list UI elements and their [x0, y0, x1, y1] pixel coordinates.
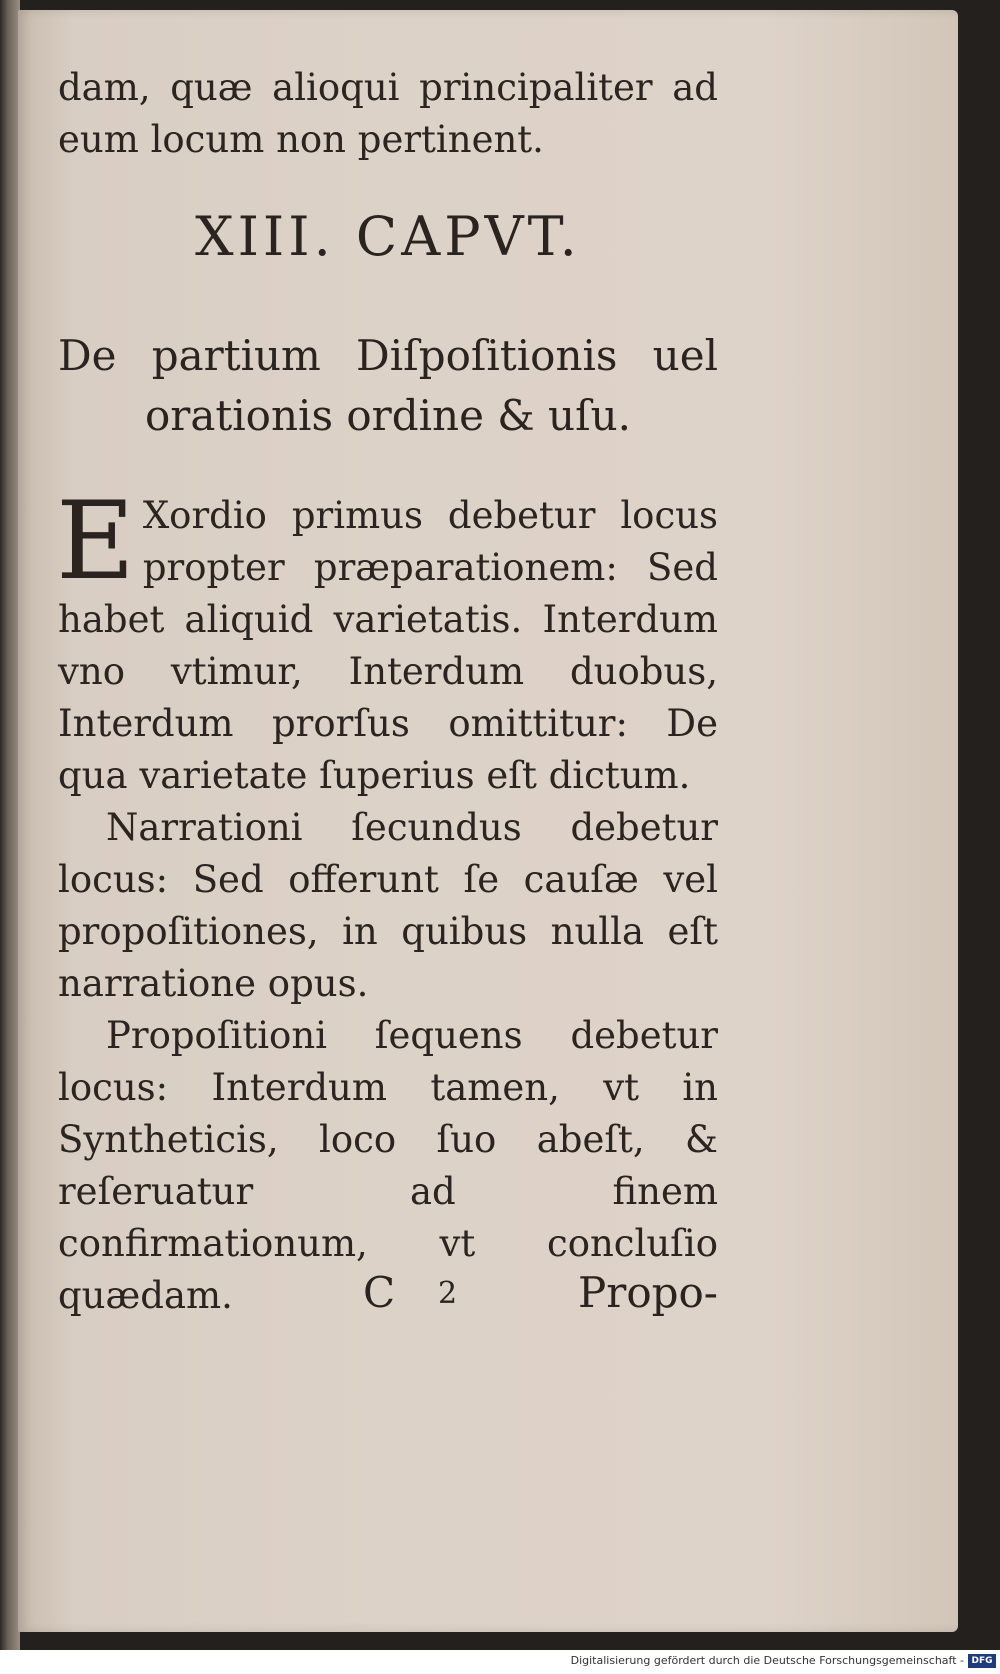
footer-bar [0, 1650, 1000, 1674]
dfg-logo: DFG [968, 1654, 996, 1668]
book-page [18, 10, 958, 1632]
page-edge [0, 0, 20, 1650]
funding-note: Digitalisierung gefördert durch die Deutsche Forschungsgemeinschaft - [570, 1654, 964, 1667]
paragraph-propositio: Propoſitioni ſequens debetur locus: Interdum tamen, vt in Syntheticis, loco ſuo abeſt, & reſeruatur ad finem confirmationum, vt concluſio quædam. [58, 1014, 718, 1317]
paragraph-exordium [56, 479, 718, 802]
continued-text [58, 62, 718, 166]
subtitle-line-2: orationis ordine & uſu. [144, 391, 632, 440]
paragraph-narratio: Narrationi ſecundus debetur locus: Sed offerunt ſe cauſæ vel propoſitiones, in quibus nulla eſt narratione opus. [58, 806, 718, 1005]
catchword: Propo- [578, 1268, 718, 1317]
chapter-heading: XIII. CAPVT. [195, 205, 581, 268]
chapter-subtitle [58, 326, 718, 446]
drop-cap: E [56, 479, 135, 604]
body-text [56, 479, 718, 1322]
subtitle-line-1: De partium Diſpoſitionis uel [58, 331, 718, 380]
signature-mark: C [363, 1268, 396, 1317]
signature-number: 2 [438, 1276, 458, 1311]
continued-paragraph: dam, quæ alioqui principaliter ad eum locum non pertinent. [58, 66, 718, 161]
paragraph-exordium-text: Xordio primus debetur locus propter præparationem: Sed habet aliquid varietatis. Interdum vno vtimur, Interdum duobus, Interdum prorſus omittitur: De qua varietate ſuperius eſt dictum. [58, 494, 718, 797]
